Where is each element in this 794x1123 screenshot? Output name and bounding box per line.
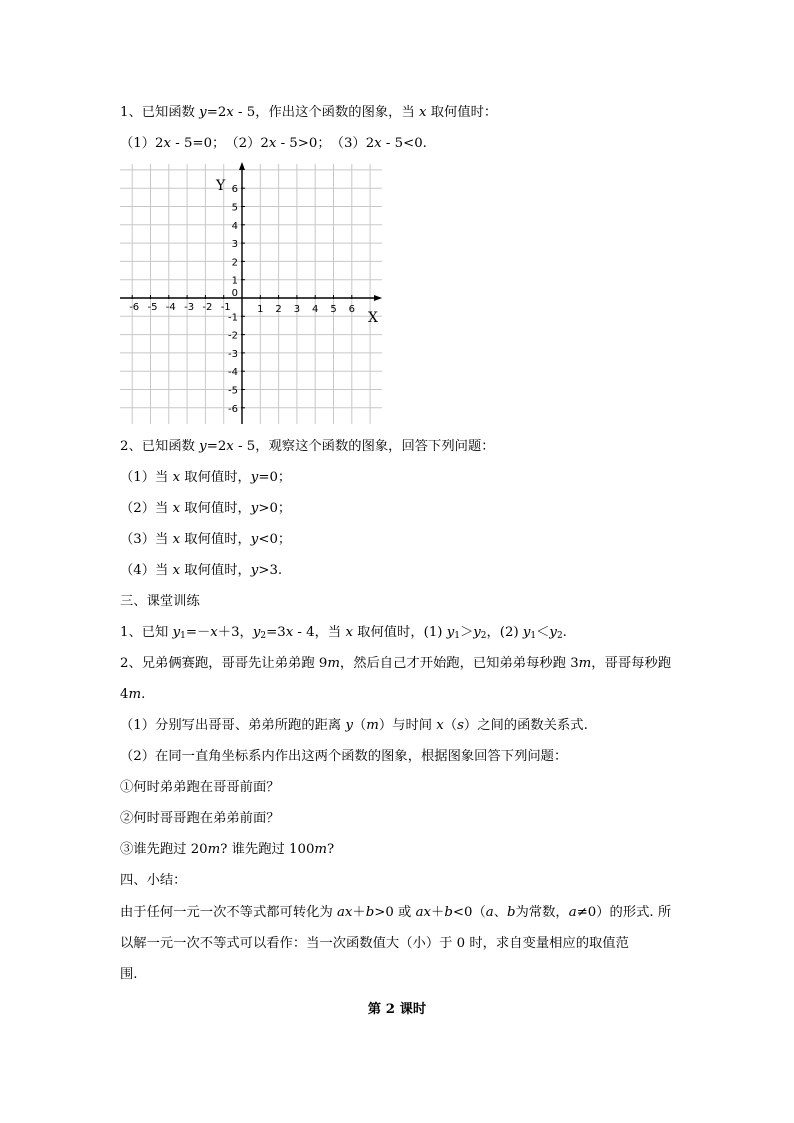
y-tick-label: 4 bbox=[231, 220, 238, 232]
s4-text2: 以解一元一次不等式可以看作：当一次函数值大（小）于 0 时，求自变量相应的取值范 bbox=[120, 936, 629, 951]
s3-p5: ①何时弟弟跑在哥哥前面？ bbox=[120, 780, 280, 795]
x-tick-label: 3 bbox=[293, 304, 301, 315]
y-tick-label: 5 bbox=[231, 202, 238, 214]
x-tick-label: -3 bbox=[184, 302, 195, 313]
y-axis-arrow bbox=[239, 162, 245, 170]
q1-line2: （1）2x - 5=0； （2）2x - 5>0； （3）2x - 5<0. bbox=[120, 136, 427, 151]
y-axis-label: Y bbox=[216, 178, 226, 194]
y-tick-label: -3 bbox=[228, 348, 238, 360]
x-tick-label: -1 bbox=[220, 302, 231, 313]
s3-p4: （2）在同一直角坐标系内作出这两个函数的图象，根据图象回答下列问题： bbox=[120, 749, 568, 764]
y-tick-label: -6 bbox=[228, 403, 238, 415]
s3-p2-line1: 2、兄弟俩赛跑，哥哥先让弟弟跑 9m，然后自己才开始跑，已知弟弟每秒跑 3m，哥哥每秒跑 bbox=[120, 656, 672, 671]
x-tick-label: -5 bbox=[147, 302, 158, 313]
y-tick-label: -1 bbox=[228, 312, 238, 324]
x-tick-label: 6 bbox=[348, 304, 355, 315]
s4-text1: 由于任何一元一次不等式都可转化为 ax＋b>0 或 ax＋b<0（a、b为常数，a≠0）的形式. 所 bbox=[120, 905, 672, 920]
lesson-title: 第 2 课时 bbox=[367, 1002, 427, 1017]
y-tick-label: -5 bbox=[228, 385, 238, 397]
x-tick-label: 4 bbox=[312, 304, 319, 315]
s3-p1: 1、已知 $y_1=-x+3$，$y_2=3x - 4$，当 x 取何值时，(1) $y_1>y_2$，(2) $y_1<y_2$. bbox=[120, 625, 567, 641]
x-tick-label: 5 bbox=[330, 304, 337, 315]
coordinate-grid bbox=[118, 160, 384, 426]
q2-sub1: （1）当 x 取何值时，y=0； bbox=[120, 470, 292, 485]
origin-label: 0 bbox=[231, 288, 238, 299]
s4-text3: 围. bbox=[120, 967, 138, 982]
y-tick-label: -2 bbox=[228, 330, 238, 342]
y-tick-label: 6 bbox=[231, 184, 238, 196]
x-tick-label: -2 bbox=[202, 302, 213, 313]
coordinate-grid-svg bbox=[118, 160, 384, 426]
section3-heading: 三、课堂训练 bbox=[120, 594, 200, 609]
x-tick-label: 1 bbox=[257, 304, 264, 315]
q2-line: 2、已知函数 y=2x - 5，观察这个函数的图象，回答下列问题： bbox=[120, 439, 495, 454]
s3-p3: （1）分别写出哥哥、弟弟所跑的距离 y（m）与时间 x（s）之间的函数关系式. bbox=[120, 718, 588, 733]
x-axis-arrow bbox=[374, 295, 382, 301]
s3-p2-line2: 4m. bbox=[120, 687, 146, 702]
section4-heading: 四、小结： bbox=[120, 873, 187, 888]
y-tick-label: -4 bbox=[228, 367, 238, 379]
y-tick-label: 2 bbox=[231, 257, 238, 269]
y-tick-label: 3 bbox=[231, 239, 238, 251]
x-tick-label: 2 bbox=[275, 304, 282, 315]
q2-sub3: （3）当 x 取何值时，y<0； bbox=[120, 532, 292, 547]
q2-sub2: （2）当 x 取何值时，y>0； bbox=[120, 501, 292, 516]
q1-line1: 1、已知函数 y=2x - 5，作出这个函数的图象，当 x 取何值时： bbox=[120, 105, 498, 120]
x-tick-label: -6 bbox=[129, 302, 140, 313]
x-axis-label: X bbox=[368, 310, 378, 326]
y-tick-label: 1 bbox=[231, 275, 238, 287]
s3-p7: ③谁先跑过 20m? 谁先跑过 100m? bbox=[120, 842, 335, 857]
s3-p6: ②何时哥哥跑在弟弟前面？ bbox=[120, 811, 280, 826]
x-tick-label: -4 bbox=[165, 302, 176, 313]
q2-sub4: （4）当 x 取何值时，y>3. bbox=[120, 563, 283, 578]
